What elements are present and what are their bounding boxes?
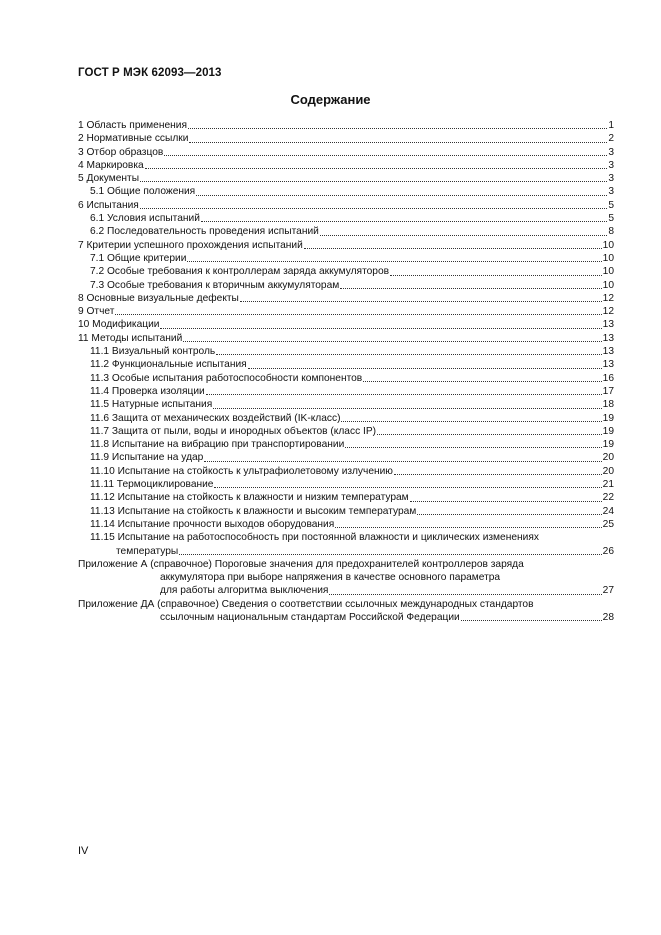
- toc-leader-dots: [140, 207, 608, 209]
- toc-leader-dots: [145, 167, 608, 169]
- toc-entry-label: 11.5 Натурные испытания: [90, 399, 213, 411]
- toc-entry-label: 7.1 Общие критерии: [90, 252, 187, 264]
- toc-entry-label: температуры: [116, 545, 179, 557]
- toc-entry-page: 8: [608, 226, 614, 238]
- toc-appendix-da[interactable]: [78, 611, 614, 624]
- toc-leader-dots: [216, 353, 601, 355]
- toc-entry-page: 22: [602, 492, 614, 504]
- toc-entry[interactable]: [78, 159, 614, 172]
- toc-entry[interactable]: [78, 265, 614, 278]
- toc-entry-label: 7 Критерии успешного прохождения испытаний: [78, 239, 303, 251]
- toc-leader-dots: [345, 446, 601, 448]
- toc-entry-page: 21: [602, 479, 614, 491]
- toc-entry-label: 7.2 Особые требования к контроллерам заряда аккумуляторов: [90, 266, 390, 278]
- toc-entry-page: 2: [608, 133, 614, 145]
- table-of-contents: [78, 119, 614, 624]
- toc-entry-page: 24: [602, 505, 614, 517]
- toc-entry-label: для работы алгоритма выключения: [160, 585, 329, 597]
- toc-leader-dots: [201, 220, 607, 222]
- toc-entry-page: 27: [602, 585, 614, 597]
- toc-entry[interactable]: [78, 172, 614, 185]
- toc-entry-page: 13: [602, 332, 614, 344]
- toc-entry[interactable]: [78, 252, 614, 265]
- toc-entry-page: 20: [602, 465, 614, 477]
- toc-entry-page: 10: [602, 266, 614, 278]
- toc-entry-label: 6.2 Последовательность проведения испытаний: [90, 226, 319, 238]
- toc-entry-label: 3 Отбор образцов: [78, 146, 164, 158]
- toc-entry-label: 11.7 Защита от пыли, воды и инородных объектов (класс IP): [90, 425, 377, 437]
- toc-entry-label: 8 Основные визуальные дефекты: [78, 292, 239, 304]
- toc-entry-label: 11 Методы испытаний: [78, 332, 183, 344]
- toc-entry[interactable]: [78, 465, 614, 478]
- toc-entries: [78, 119, 614, 531]
- toc-entry-page: 25: [602, 518, 614, 530]
- toc-leader-dots: [304, 247, 602, 249]
- toc-leader-dots: [390, 274, 602, 276]
- toc-entry-label: 11.6 Защита от механических воздействий (IK-класс): [90, 412, 341, 424]
- toc-entry[interactable]: [78, 119, 614, 132]
- toc-entry-page: 12: [602, 292, 614, 304]
- toc-entry-label: 11.2 Функциональные испытания: [90, 359, 247, 371]
- toc-entry-page: 19: [602, 425, 614, 437]
- toc-entry-label: 11.12 Испытание на стойкость к влажности и низким температурам: [90, 492, 409, 504]
- toc-entry-label: 11.3 Особые испытания работоспособности компонентов: [90, 372, 363, 384]
- page-number: IV: [78, 845, 89, 857]
- toc-entry-page: 20: [602, 452, 614, 464]
- toc-entry-page: 13: [602, 359, 614, 371]
- toc-entry[interactable]: [78, 132, 614, 145]
- toc-entry[interactable]: [78, 505, 614, 518]
- toc-entry-page: 17: [602, 385, 614, 397]
- toc-entry[interactable]: [78, 305, 614, 318]
- toc-appendix-da-line1[interactable]: Приложение ДА (справочное) Сведения о соответствии ссылочных международных стандартов: [78, 598, 534, 610]
- toc-leader-dots: [248, 367, 602, 369]
- toc-entry[interactable]: [78, 318, 614, 331]
- toc-entry[interactable]: [78, 412, 614, 425]
- toc-entry-page: 19: [602, 412, 614, 424]
- toc-entry-label: 11.11 Термоциклирование: [90, 479, 214, 491]
- toc-leader-dots: [196, 194, 607, 196]
- toc-entry-label: 10 Модификации: [78, 319, 160, 331]
- toc-leader-dots: [213, 407, 601, 409]
- toc-entry[interactable]: [78, 358, 614, 371]
- toc-entry[interactable]: [78, 146, 614, 159]
- toc-entry-label: 9 Отчет: [78, 306, 115, 318]
- toc-entry-page: 3: [608, 159, 614, 171]
- toc-entry-11-15-line1[interactable]: 11.15 Испытание на работоспособность при постоянной влажности и циклических изменениях: [90, 532, 539, 544]
- toc-leader-dots: [188, 127, 607, 129]
- toc-leader-dots: [204, 460, 601, 462]
- toc-entry-label: 7.3 Особые требования к вторичным аккумуляторам: [90, 279, 340, 291]
- toc-appendix-a[interactable]: [78, 584, 614, 597]
- toc-entry-page: 3: [608, 146, 614, 158]
- toc-entry-page: 26: [602, 545, 614, 557]
- toc-entry-page: 12: [602, 306, 614, 318]
- toc-entry-label: 4 Маркировка: [78, 159, 144, 171]
- standard-header: ГОСТ Р МЭК 62093—2013: [78, 67, 222, 79]
- toc-entry-page: 13: [602, 346, 614, 358]
- toc-entry[interactable]: [78, 185, 614, 198]
- toc-entry[interactable]: [78, 451, 614, 464]
- toc-leader-dots: [461, 619, 602, 621]
- toc-leader-dots: [363, 380, 601, 382]
- toc-leader-dots: [206, 393, 602, 395]
- toc-entry-page: 5: [608, 199, 614, 211]
- toc-entry-label: 11.13 Испытание на стойкость к влажности и высоким температурам: [90, 505, 417, 517]
- toc-entry[interactable]: [78, 199, 614, 212]
- toc-entry-page: 10: [602, 239, 614, 251]
- toc-entry-label: 11.4 Проверка изоляции: [90, 385, 205, 397]
- toc-entry[interactable]: [78, 279, 614, 292]
- toc-entry-page: 16: [602, 372, 614, 384]
- toc-leader-dots: [187, 260, 601, 262]
- toc-entry[interactable]: [78, 398, 614, 411]
- toc-leader-dots: [320, 234, 607, 236]
- toc-appendix-a-line2: аккумулятора при выборе напряжения в качестве основного параметра: [160, 572, 501, 584]
- toc-leader-dots: [164, 154, 607, 156]
- toc-entry-page: 3: [608, 186, 614, 198]
- toc-entry-page: 1: [608, 120, 614, 131]
- toc-leader-dots: [394, 473, 602, 475]
- toc-entry-label: 11.14 Испытание прочности выходов оборудования: [90, 518, 335, 530]
- toc-title: Содержание: [290, 92, 371, 107]
- toc-entry-page: 3: [608, 173, 614, 185]
- toc-leader-dots: [417, 513, 601, 515]
- toc-leader-dots: [140, 180, 607, 182]
- toc-entry[interactable]: [78, 491, 614, 504]
- toc-entry-label: 11.9 Испытание на удар: [90, 452, 204, 464]
- toc-leader-dots: [183, 340, 601, 342]
- toc-entry[interactable]: [78, 478, 614, 491]
- toc-leader-dots: [160, 327, 601, 329]
- toc-entry-label: 5.1 Общие положения: [90, 186, 196, 198]
- toc-leader-dots: [335, 526, 601, 528]
- toc-entry[interactable]: [78, 345, 614, 358]
- toc-leader-dots: [377, 433, 602, 435]
- toc-leader-dots: [179, 553, 601, 555]
- toc-leader-dots: [189, 141, 607, 143]
- toc-entry[interactable]: [78, 518, 614, 531]
- toc-entry-11-15[interactable]: [78, 545, 614, 558]
- toc-leader-dots: [115, 313, 601, 315]
- toc-entry-page: 13: [602, 319, 614, 331]
- toc-entry-page: 28: [602, 611, 614, 623]
- toc-entry-label: 5 Документы: [78, 173, 140, 185]
- toc-entry-label: ссылочным национальным стандартам Российской Федерации: [160, 611, 460, 623]
- toc-entry-label: 11.1 Визуальный контроль: [90, 346, 216, 358]
- toc-entry-page: 10: [602, 252, 614, 264]
- toc-entry[interactable]: [78, 425, 614, 438]
- toc-appendix-a-line1[interactable]: Приложение А (справочное) Пороговые значения для предохранителей контроллеров заряда: [78, 558, 524, 570]
- toc-entry[interactable]: [78, 225, 614, 238]
- toc-entry-page: 19: [602, 439, 614, 451]
- toc-entry[interactable]: [78, 239, 614, 252]
- toc-leader-dots: [214, 486, 601, 488]
- toc-entry[interactable]: [78, 372, 614, 385]
- toc-entry-label: 6 Испытания: [78, 199, 139, 211]
- toc-entry-page: 5: [608, 213, 614, 225]
- toc-entry-page: 18: [602, 399, 614, 411]
- toc-leader-dots: [240, 300, 602, 302]
- toc-leader-dots: [329, 593, 601, 595]
- toc-entry[interactable]: [78, 292, 614, 305]
- toc-entry[interactable]: [78, 385, 614, 398]
- toc-entry-label: 2 Нормативные ссылки: [78, 133, 189, 145]
- toc-entry-label: 1 Область применения: [78, 120, 187, 131]
- toc-entry-label: 6.1 Условия испытаний: [90, 213, 200, 225]
- toc-entry-page: 10: [602, 279, 614, 291]
- toc-leader-dots: [410, 500, 602, 502]
- toc-entry[interactable]: [78, 212, 614, 225]
- toc-leader-dots: [340, 287, 601, 289]
- toc-entry-label: 11.8 Испытание на вибрацию при транспортировании: [90, 439, 345, 451]
- toc-entry[interactable]: [78, 438, 614, 451]
- toc-entry[interactable]: [78, 332, 614, 345]
- toc-leader-dots: [341, 420, 601, 422]
- toc-entry-label: 11.10 Испытание на стойкость к ультрафиолетовому излучению: [90, 465, 393, 477]
